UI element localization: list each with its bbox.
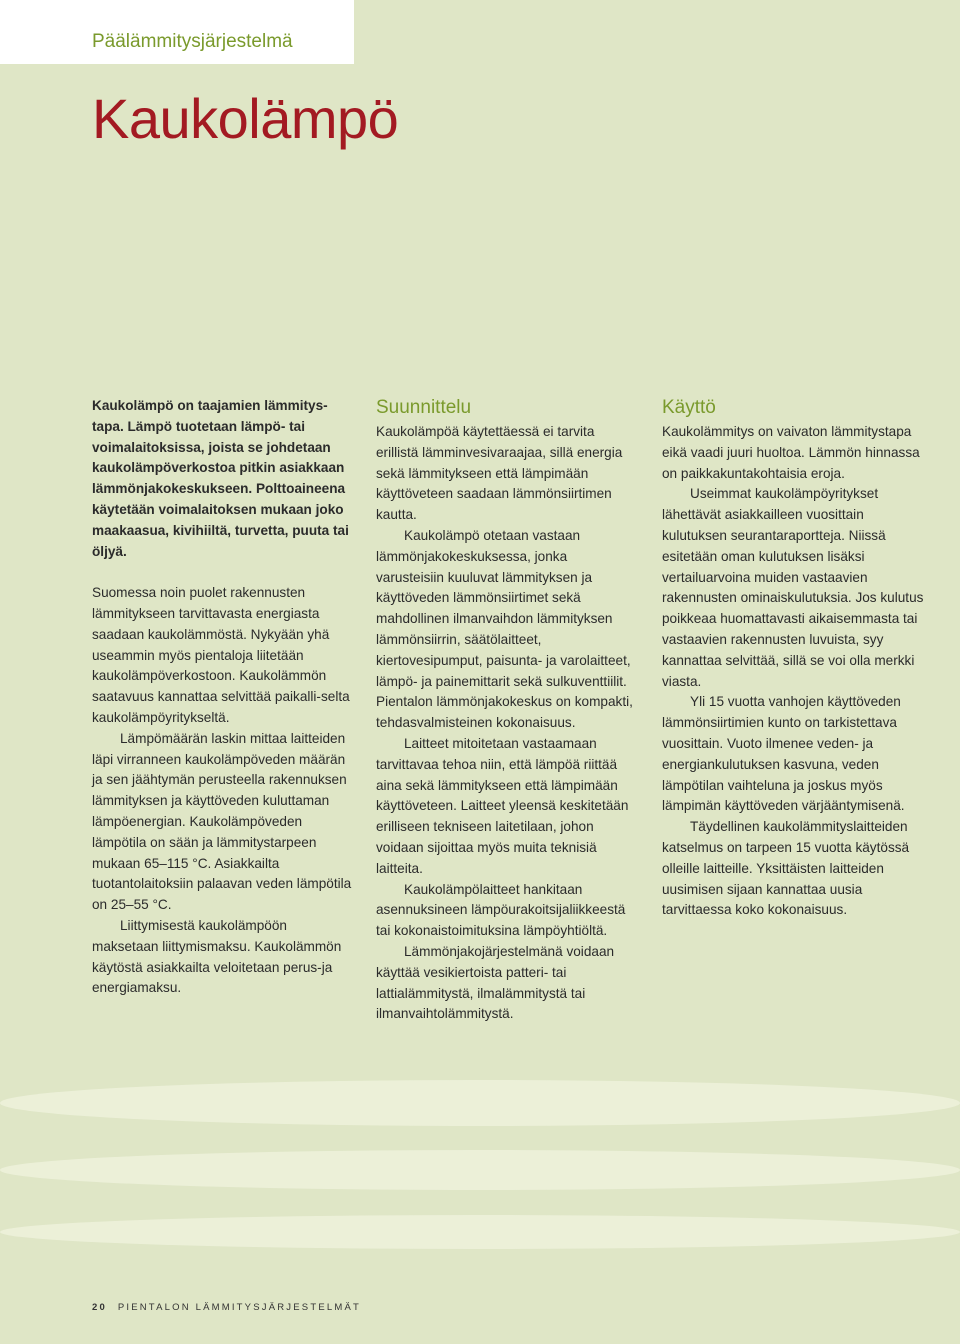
body-paragraph: Kaukolämpölaitteet hankitaan asennuksineen lämpöurakoitsijaliikkeestä tai kokonaistoimituksina lämpöyhtiöltä. [376,881,626,939]
body-paragraph: Suomessa noin puolet rakennusten lämmitykseen tarvittavasta energiasta saadaan kaukolämmöstä. Nykyään yhä useammin myös pientaloja liitetään kaukolämpöverkostoon. Kaukolämmön saatavuus kannattaa selvittää paikalli-selta kaukolämpöyritykseltä. [92,585,350,725]
page-title: Kaukolämpö [92,87,399,150]
lead-paragraph: Kaukolämpö on taajamien lämmitys-tapa. Lämpö tuotetaan lämpö- tai voimalaitoksissa, joista se johdetaan kaukolämpöverkostoa pitkin asiakkaan lämmönjakokeskukseen. Polttoaineena käytetään voimalaitoksen mukaan joko maakaasua, kivihiiltä, turvetta, puuta tai öljyä. [92,398,349,559]
page-number: 20 [92,1302,107,1313]
background-brush-stroke [0,1150,960,1190]
body-paragraph: Lämmönjakojärjestelmänä voidaan käyttää vesikiertoista patteri- tai lattialämmitystä, ilmalämmitystä tai ilmanvaihtolämmitystä. [376,943,615,1022]
column-intro [92,396,354,999]
body-paragraph: Useimmat kaukolämpöyritykset lähettävät asiakkailleen vuosittain kulutuksen seurantaraportteja. Niissä esitetään oman kulutuksen lisäksi vertailuarvoina muiden vastaavien rakennusten ominaiskulutuksia. Jos kulutus poikkeaa huomattavasti aikaisemmasta tai vastaavien rakennusten luvuista, syy kannattaa selvittää, sillä se voi olla merkki viasta. [662,486,924,689]
body-paragraph: Yli 15 vuotta vanhojen käyttöveden lämmönsiirtimien kunto on tarkistettava vuosittain. Vuoto ilmenee veden- ja energiankulutuksen kasvuna, veden lämpötilan vaihteluna ja joskus myös lämpimän käyttöveden värjääntymisenä. [662,694,905,814]
body-paragraph: Kaukolämmitys on vaivaton lämmitystapa eikä vaadi juuri huoltoa. Lämmön hinnassa on paikkakuntakohtaisia eroja. [662,424,920,481]
background-brush-stroke [0,1215,960,1249]
publication-title: PIENTALON LÄMMITYSJÄRJESTELMÄT [117,1302,362,1313]
section-heading: Suunnittelu [376,397,472,418]
section-heading: Käyttö [662,397,716,418]
body-paragraph: Laitteet mitoitetaan vastaamaan tarvittavaa tehoa niin, että lämpöä riittää aina sekä lämmitykseen että lämpimään käyttöveteen. Laitteet yleensä keskitetään erilliseen tekniseen laitetilaan, johon voidaan sijoittaa myös muita teknisiä laitteita. [376,735,629,876]
section-label: Päälämmitysjärjestelmä [92,31,293,52]
body-paragraph: Kaukolämpö otetaan vastaan lämmönjakokeskuksessa, jonka varusteisiin kuuluvat lämmityksen ja käyttöveden lämmönsiirtimet sekä mahdollinen ilmanvaihdon lämmityksen lämmönsiirrin, säätölaitteet, kiertovesipumput, paisunta- ja varolaitteet, lämpö- ja painemittarit sekä sulkuventtiilit. Pientalon lämmönjakokeskus on kompakti, tehdasvalmisteinen kokonaisuus. [376,527,633,731]
body-paragraph: Lämpömäärän laskin mittaa laitteiden läpi virranneen kaukolämpöveden määrän ja sen jäähtymän perusteella rakennuksen lämmityksen ja käyttöveden kuluttaman lämpöenergian. Kaukolämpöveden lämpötila on sään ja lämmitystarpeen mukaan 65–115 °C. Asiakkailta tuotantolaitoksiin palaavan veden lämpötila on 25–55 °C. [92,730,352,913]
body-paragraph: Täydellinen kaukolämmityslaitteiden katselmus on tarpeen 15 vuotta käytössä olleille laitteille. Yksittäisten laitteiden uusimisen sijaan kannattaa uusia tarvittaessa koko kokonaisuus. [662,819,910,918]
background-brush-stroke [0,1080,960,1126]
body-paragraph: Kaukolämpöä käytettäessä ei tarvita erillistä lämminvesivaraajaa, sillä energia sekä lämmitykseen että lämpimään käyttöveteen saadaan lämmönsiirtimen kautta. [376,424,623,523]
column-suunnittelu [376,396,638,1025]
body-paragraph: Liittymisestä kaukolämpöön maksetaan liittymismaksu. Kaukolämmön käytöstä asiakkailta veloitetaan perus-ja energiamaksu. [92,917,342,996]
column-kaytto [662,396,924,921]
page-footer [92,1302,361,1313]
